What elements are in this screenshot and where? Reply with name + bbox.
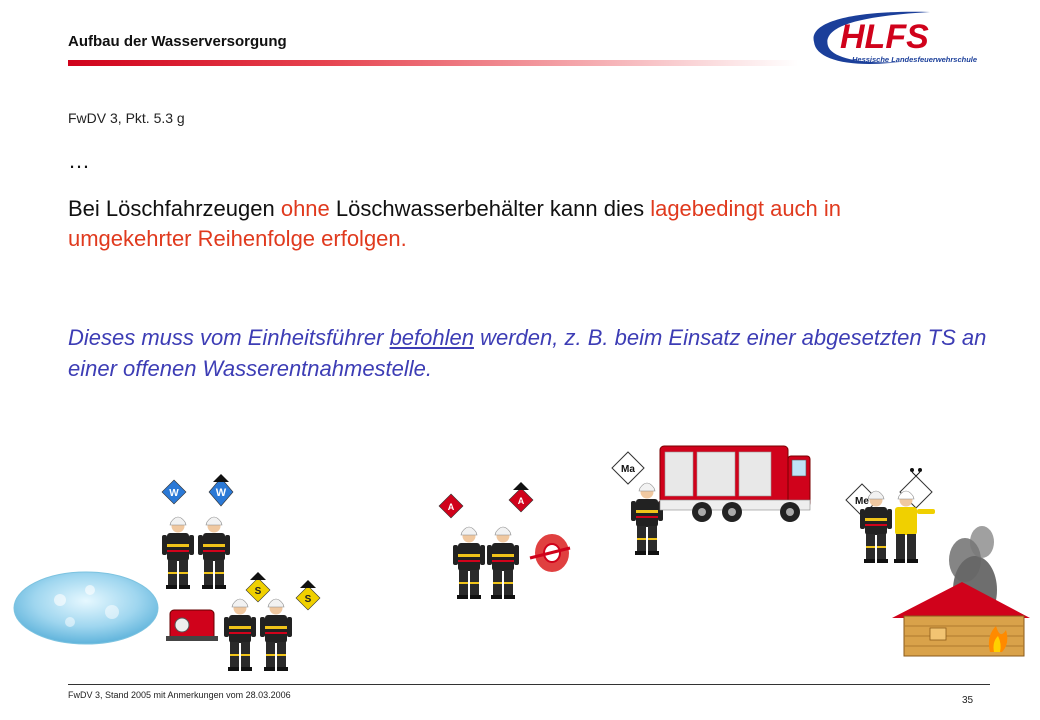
tag-ma (612, 452, 644, 484)
tag-s-2 (296, 580, 320, 610)
open-water-source (14, 572, 158, 644)
portable-pump-ts (166, 610, 218, 641)
page-number: 35 (962, 695, 974, 706)
para2-part3: werden, z. B. beim Einsatz einer abgesetzten TS an einer offenen Wasserentnahmestelle. (68, 325, 987, 381)
para2-part1: Dieses muss vom Einheitsführer (68, 325, 390, 350)
svg-text:Me: Me (855, 496, 869, 507)
svg-text:W: W (215, 487, 227, 499)
svg-text:Ma: Ma (621, 464, 635, 475)
tag-a-2 (509, 482, 533, 512)
svg-text:S: S (254, 586, 262, 597)
svg-text:W: W (169, 488, 179, 499)
ellipsis: … (68, 148, 90, 173)
para1-emphasis-lagebedingt: lagebedingt auch in umgekehrter Reihenfolge erfolgen. (68, 196, 842, 251)
firefighter-attack-1 (453, 527, 485, 599)
tag-w-2 (209, 474, 233, 506)
firefighter-suction-2 (260, 599, 292, 671)
para1-emphasis-ohne: ohne (280, 196, 330, 221)
svg-text:S: S (304, 594, 312, 605)
para1-part1: Bei Löschfahrzeugen (68, 196, 281, 221)
fire-truck (660, 446, 810, 522)
tag-s-1 (246, 572, 270, 602)
hlfs-logo (800, 8, 990, 68)
firefighter-attack-2 (487, 527, 519, 599)
svg-text:A: A (517, 496, 525, 506)
water-supply-illustration (0, 430, 1040, 680)
firefighter-water-2 (198, 517, 230, 589)
svg-text:A: A (447, 502, 455, 512)
para1-part3: Löschwasserbehälter kann dies (329, 196, 651, 221)
command-note (68, 322, 988, 384)
logo-wordmark: HLFS (840, 18, 929, 56)
footer-text: FwDV 3, Stand 2005 mit Anmerkungen vom 28.03.2006 (68, 690, 291, 700)
para2-underlined-befohlen: befohlen (389, 325, 474, 350)
firefighter-machinist (631, 483, 663, 555)
tag-a-1 (439, 494, 463, 518)
page-title: Aufbau der Wasserversorgung (68, 33, 287, 50)
title-underline-bar (68, 60, 798, 66)
firefighter-suction-1 (224, 599, 256, 671)
regulation-reference: FwDV 3, Pkt. 5.3 g (68, 110, 185, 126)
main-statement (68, 194, 968, 254)
footer-divider (68, 684, 990, 685)
firefighter-water-1 (162, 517, 194, 589)
hose-reel (530, 533, 570, 573)
logo-subtext: Hessische Landesfeuerwehrschule (852, 55, 978, 64)
tag-w-1 (162, 480, 186, 504)
